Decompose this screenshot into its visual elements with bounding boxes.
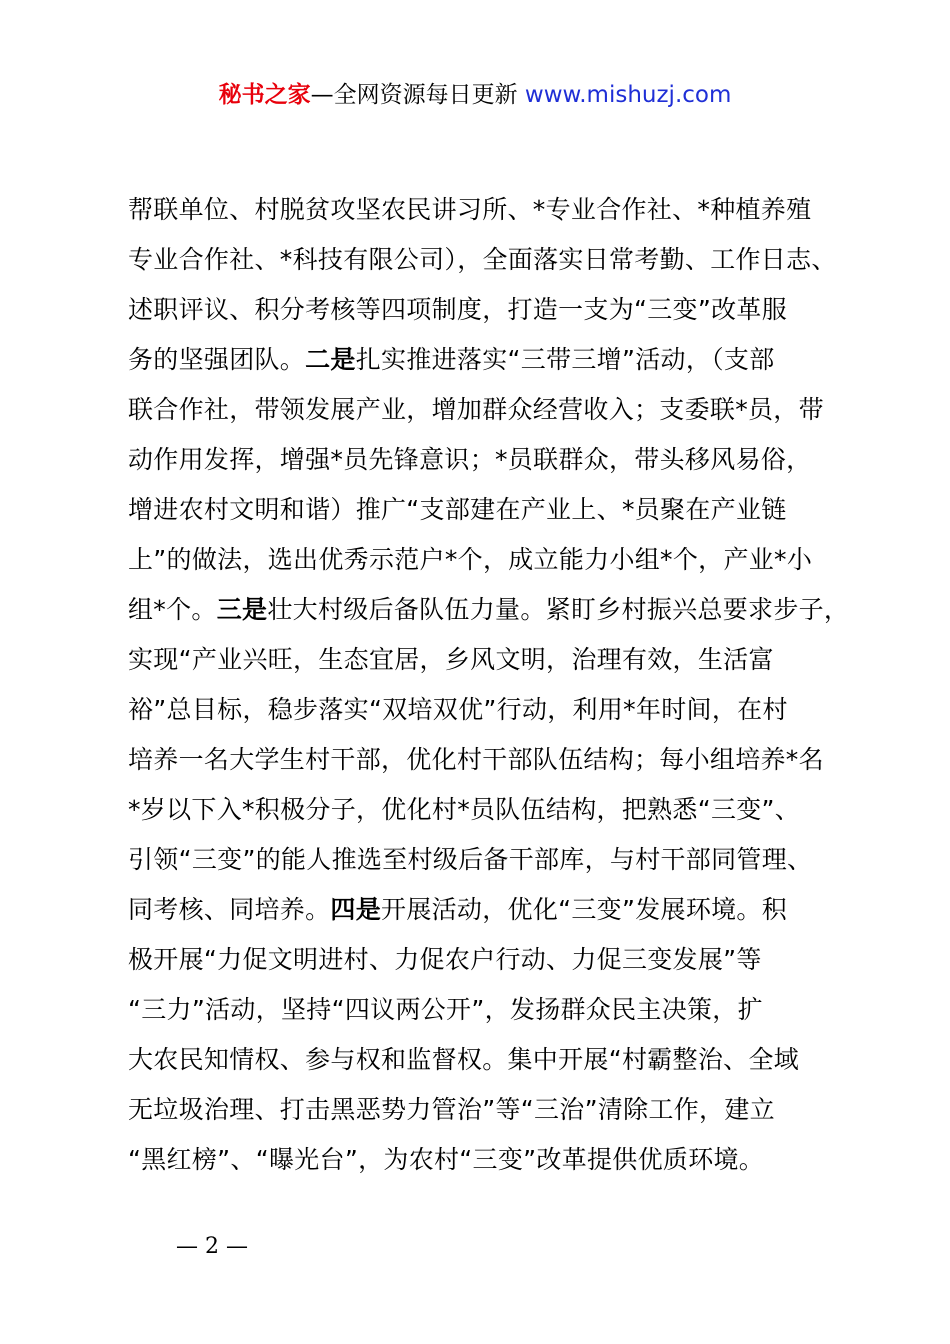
text-line (128, 1085, 838, 1135)
page-number: — 2 — (176, 1234, 248, 1259)
text-segment: 务的坚强团队。 (128, 345, 306, 374)
text-line (128, 385, 838, 435)
text-segment: 帮联单位、村脱贫攻坚农民讲习所、*专业合作社、*种植养殖 (128, 195, 812, 224)
text-line (128, 585, 850, 635)
text-segment: 同考核、同培养。 (128, 895, 331, 924)
site-header (0, 78, 950, 112)
document-body (128, 185, 850, 1185)
text-line (128, 435, 838, 485)
text-line (128, 885, 838, 935)
text-segment: 壮大村级后备队伍力量。紧盯乡村振兴总要求步子， (267, 595, 850, 624)
text-line (128, 735, 838, 785)
text-segment: 引领“三变”的能人推选至村级后备干部库，与村干部同管理、 (128, 845, 813, 874)
text-segment: 实现“产业兴旺，生态宜居，乡风文明，治理有效，生活富 (128, 645, 774, 674)
text-segment: 述职评议、积分考核等四项制度，打造一支为“三变”改革服 (128, 295, 788, 324)
bold-heading-marker: 二是 (305, 345, 356, 374)
text-line (128, 1035, 838, 1085)
site-url-link[interactable]: www.mishuzj.com (524, 82, 732, 108)
text-line (128, 485, 838, 535)
text-segment: *岁以下入*积极分子，优化村*员队伍结构，把熟悉“三变”、 (128, 795, 801, 824)
text-line (128, 935, 838, 985)
text-segment: 扎实推进落实“三带三增”活动，（支部 (355, 345, 775, 374)
text-segment: 裕”总目标，稳步落实“双培双优”行动，利用*年时间，在村 (128, 695, 788, 724)
text-segment: 大农民知情权、参与权和监督权。集中开展“村霸整治、全域 (128, 1045, 800, 1074)
text-line (128, 1135, 838, 1185)
bold-heading-marker: 四是 (330, 895, 382, 924)
text-line (128, 335, 838, 385)
text-line (128, 785, 838, 835)
text-segment: 培养一名大学生村干部，优化村干部队伍结构；每小组培养*名 (128, 745, 824, 774)
text-segment: 联合作社，带领发展产业，增加群众经营收入；支委联*员，带 (128, 395, 824, 424)
text-line (128, 985, 838, 1035)
header-tagline: —全网资源每日更新 (310, 82, 518, 108)
text-segment: 上”的做法，选出优秀示范户*个，成立能力小组*个，产业*小 (128, 545, 813, 574)
text-line (128, 285, 838, 335)
text-segment: 开展活动，优化“三变”发展环境。积 (381, 895, 788, 924)
text-line (128, 835, 838, 885)
text-line (128, 685, 838, 735)
text-line (128, 535, 838, 585)
text-segment: 动作用发挥，增强*员先锋意识；*员联群众，带头移风易俗， (128, 445, 812, 474)
text-segment: 专业合作社、*科技有限公司），全面落实日常考勤、工作日志、 (128, 245, 837, 274)
text-line (128, 235, 838, 285)
text-line (128, 635, 838, 685)
text-segment: “黑红榜”、“曝光台”，为农村“三变”改革提供优质环境。 (128, 1145, 765, 1174)
text-segment: 极开展“力促文明进村、力促农户行动、力促三变发展”等 (128, 945, 762, 974)
text-segment: 组*个。 (128, 595, 217, 624)
text-segment: 无垃圾治理、打击黑恶势力管治”等“三治”清除工作，建立 (128, 1095, 775, 1124)
brand-name: 秘书之家 (218, 82, 311, 108)
text-segment: “三力”活动，坚持“四议两公开”，发扬群众民主决策，扩 (128, 995, 763, 1024)
bold-heading-marker: 三是 (216, 595, 268, 624)
text-segment: 增进农村文明和谐）推广“支部建在产业上、*员聚在产业链 (128, 495, 787, 524)
text-line (128, 185, 838, 235)
